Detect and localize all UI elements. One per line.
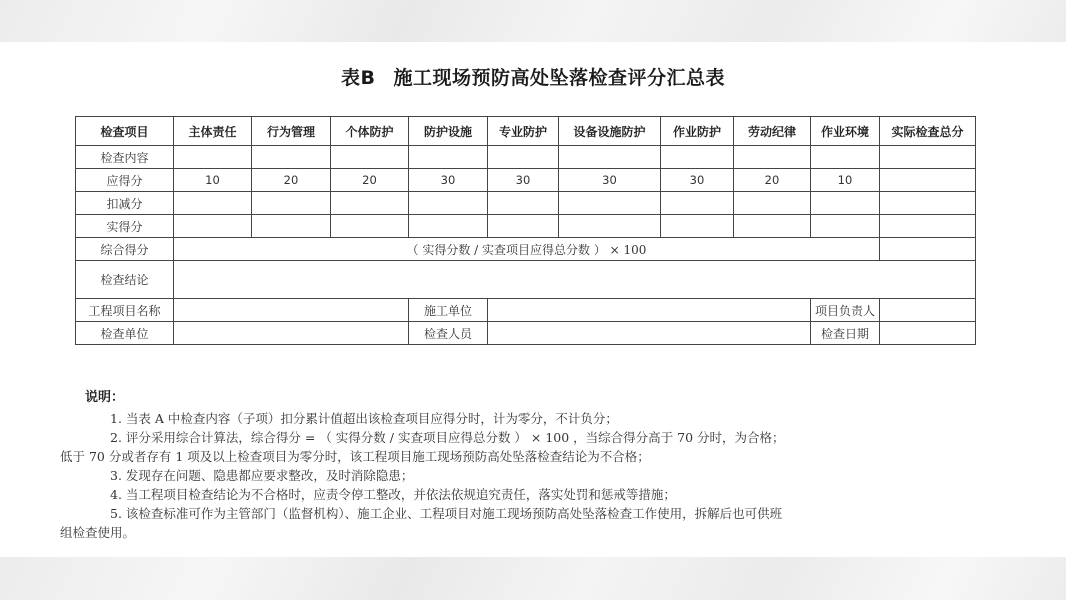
note-text: 5. 该检查标准可作为主管部门（监督机构）、施工企业、工程项目对施工现场预防高处坠落检查工作使用，拆解后也可供班 (110, 506, 783, 521)
cell-input[interactable] (488, 192, 559, 215)
cell-input[interactable] (661, 215, 734, 238)
row-label: 综合得分 (76, 238, 174, 261)
composite-formula: （ 实得分数 / 实查项目应得总分数 ） × 100 (174, 238, 880, 261)
row-project-info (76, 299, 976, 322)
cell-input[interactable] (174, 146, 252, 169)
row-actual-score (76, 215, 976, 238)
construction-unit-value[interactable] (488, 299, 811, 322)
header-total: 实际检查总分 (880, 117, 976, 146)
cell-input[interactable] (409, 215, 488, 238)
header-col: 主体责任 (174, 117, 252, 146)
note-item (85, 466, 965, 485)
cell-input[interactable] (734, 146, 811, 169)
cell-input[interactable] (661, 192, 734, 215)
header-col: 劳动纪律 (734, 117, 811, 146)
note-text: 4. 当工程项目检查结论为不合格时，应责令停工整改，并依法依规追究责任，落实处罚和惩戒等措施； (110, 487, 676, 502)
cell-input[interactable] (252, 146, 331, 169)
header-col: 行为管理 (252, 117, 331, 146)
cell-input[interactable] (661, 146, 734, 169)
header-label: 检查项目 (76, 117, 174, 146)
cell-input[interactable] (811, 215, 880, 238)
row-label: 检查单位 (76, 322, 174, 345)
cell-input[interactable] (331, 215, 409, 238)
cell-input[interactable] (488, 215, 559, 238)
cell-input[interactable] (734, 215, 811, 238)
score-value: 30 (559, 169, 661, 192)
row-label: 检查结论 (76, 261, 174, 299)
field-label: 检查日期 (811, 322, 880, 345)
note-text: 2. 评分采用综合计算法，综合得分 = （ 实得分数 / 实查项目应得总分数 ） × 100 ，当综合得分高于 70 分时，为合格； (110, 430, 785, 445)
field-label: 项目负责人 (811, 299, 880, 322)
table-code: 表B (341, 67, 376, 89)
score-value: 30 (409, 169, 488, 192)
header-col: 设备设施防护 (559, 117, 661, 146)
note-item (60, 504, 965, 542)
cell-input[interactable] (409, 192, 488, 215)
score-value: 30 (488, 169, 559, 192)
row-deduction (76, 192, 976, 215)
cell-input[interactable] (880, 146, 976, 169)
cell-input[interactable] (331, 146, 409, 169)
cell-input[interactable] (252, 215, 331, 238)
cell-input[interactable] (252, 192, 331, 215)
row-inspection-info (76, 322, 976, 345)
notes-heading: 说明： (85, 390, 125, 405)
conclusion-value[interactable] (174, 261, 976, 299)
row-conclusion (76, 261, 976, 299)
note-text-continued: 组检查使用。 (60, 525, 136, 540)
header-col: 专业防护 (488, 117, 559, 146)
row-label: 扣减分 (76, 192, 174, 215)
header-col: 作业防护 (661, 117, 734, 146)
cell-input[interactable] (880, 192, 976, 215)
note-item (85, 409, 965, 428)
cell-input[interactable] (488, 146, 559, 169)
project-name-value[interactable] (174, 299, 409, 322)
background-bottom-band (0, 557, 1066, 600)
note-item (60, 428, 965, 466)
summary-table (75, 116, 976, 345)
row-label: 应得分 (76, 169, 174, 192)
cell-input[interactable] (559, 215, 661, 238)
row-label: 工程项目名称 (76, 299, 174, 322)
title-text: 施工现场预防高处坠落检查评分汇总表 (393, 67, 725, 89)
header-row (76, 117, 976, 146)
header-col: 个体防护 (331, 117, 409, 146)
notes-section (60, 388, 965, 542)
inspection-unit-value[interactable] (174, 322, 409, 345)
field-label: 施工单位 (409, 299, 488, 322)
cell-input[interactable] (559, 146, 661, 169)
row-composite (76, 238, 976, 261)
project-manager-value[interactable] (880, 299, 976, 322)
score-value: 20 (734, 169, 811, 192)
cell-input[interactable] (174, 192, 252, 215)
composite-value[interactable] (880, 238, 976, 261)
field-label: 检查人员 (409, 322, 488, 345)
score-value: 30 (661, 169, 734, 192)
cell-input[interactable] (174, 215, 252, 238)
note-text: 3. 发现存在问题、隐患都应要求整改，及时消除隐患； (110, 468, 414, 483)
score-value: 20 (252, 169, 331, 192)
note-text: 1. 当表 A 中检查内容（子项）扣分累计值超出该检查项目应得分时，计为零分，不计负分； (110, 411, 618, 426)
row-label: 实得分 (76, 215, 174, 238)
cell-input[interactable] (559, 192, 661, 215)
header-col: 防护设施 (409, 117, 488, 146)
cell-input[interactable] (734, 192, 811, 215)
note-text-continued: 低于 70 分或者存有 1 项及以上检查项目为零分时，该工程项目施工现场预防高处坠落检查结论为不合格； (60, 449, 650, 464)
score-value: 10 (811, 169, 880, 192)
inspector-value[interactable] (488, 322, 811, 345)
cell-input[interactable] (880, 215, 976, 238)
cell-input[interactable] (880, 169, 976, 192)
cell-input[interactable] (409, 146, 488, 169)
score-value: 20 (331, 169, 409, 192)
inspection-date-value[interactable] (880, 322, 976, 345)
cell-input[interactable] (811, 192, 880, 215)
note-item (85, 485, 965, 504)
background-top-band (0, 0, 1066, 42)
score-value: 10 (174, 169, 252, 192)
row-content (76, 146, 976, 169)
row-label: 检查内容 (76, 146, 174, 169)
document-title (0, 63, 1066, 90)
header-col: 作业环境 (811, 117, 880, 146)
cell-input[interactable] (331, 192, 409, 215)
row-should-score (76, 169, 976, 192)
cell-input[interactable] (811, 146, 880, 169)
